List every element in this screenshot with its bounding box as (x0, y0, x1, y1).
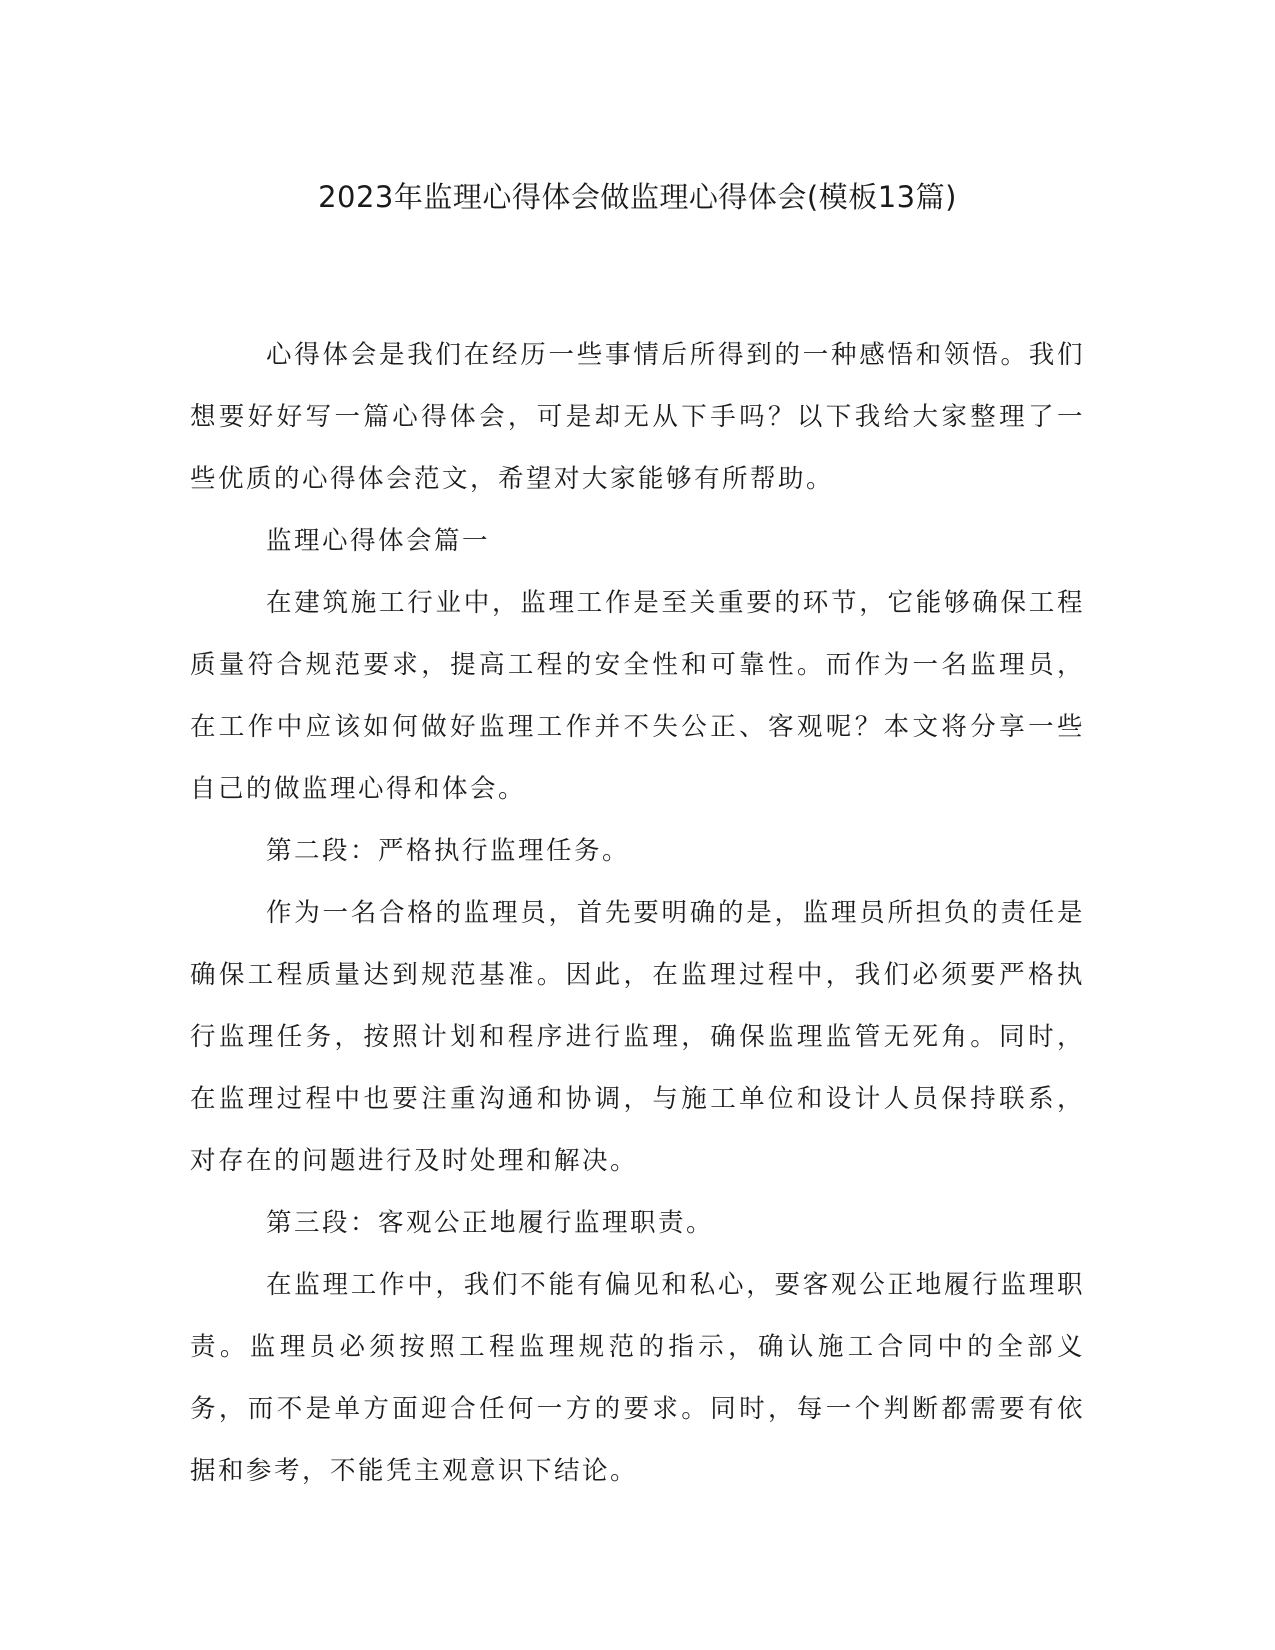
section-heading-1: 监理心得体会篇一 (266, 526, 491, 556)
paragraph: 在监理工作中，我们不能有偏见和私心，要客观公正地履行监理职责。监理员必须按照工程监理规范的指示，确认施工合同中的全部义务，而不是单方面迎合任何一方的要求。同时，每一个判断都需要有依据和参考，不能凭主观意识下结论。 (190, 1270, 1085, 1486)
section-heading-3: 第三段：客观公正地履行监理职责。 (266, 1208, 715, 1238)
section-heading-2: 第二段：严格执行监理任务。 (266, 836, 631, 866)
document-title: 2023年监理心得体会做监理心得体会(模板13篇) (318, 180, 957, 214)
paragraph-intro: 心得体会是我们在经历一些事情后所得到的一种感悟和领悟。我们想要好好写一篇心得体会，可是却无从下手吗？以下我给大家整理了一些优质的心得体会范文，希望对大家能够有所帮助。 (190, 340, 1085, 494)
paragraph: 在建筑施工行业中，监理工作是至关重要的环节，它能够确保工程质量符合规范要求，提高工程的安全性和可靠性。而作为一名监理员，在工作中应该如何做好监理工作并不失公正、客观呢？本文将分享一些自己的做监理心得和体会。 (190, 588, 1085, 804)
paragraph: 作为一名合格的监理员，首先要明确的是，监理员所担负的责任是确保工程质量达到规范基准。因此，在监理过程中，我们必须要严格执行监理任务，按照计划和程序进行监理，确保监理监管无死角。同时，在监理过程中也要注重沟通和协调，与施工单位和设计人员保持联系，对存在的问题进行及时处理和解决。 (190, 898, 1085, 1176)
document-body (190, 324, 1085, 1502)
